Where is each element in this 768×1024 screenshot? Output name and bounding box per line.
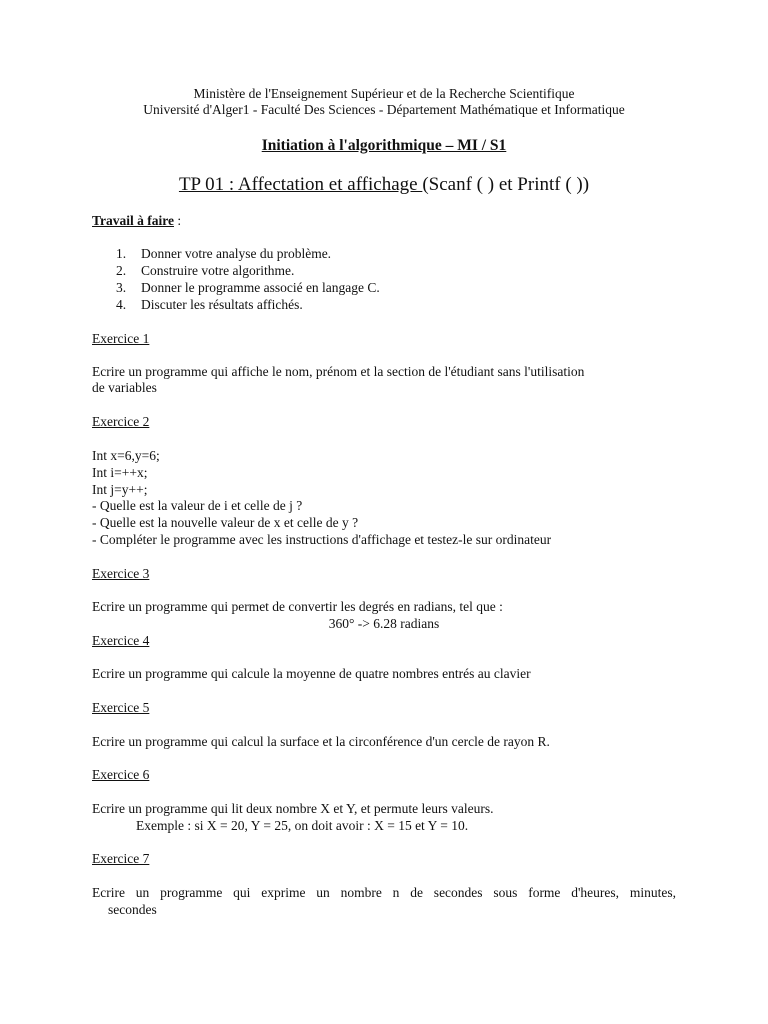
- list-item-number: 3.: [116, 280, 127, 295]
- exercise-2-question: - Compléter le programme avec les instructions d'affichage et testez-le sur ordinateur: [92, 532, 552, 547]
- work-heading-suffix: :: [173, 213, 182, 228]
- exercise-6-text: Ecrire un programme qui lit deux nombre X et Y, et permute leurs valeurs.: [92, 801, 494, 816]
- exercise-6-title: Exercice 6: [92, 767, 150, 782]
- exercise-3-title: Exercice 3: [92, 566, 150, 581]
- exercise-4-text: Ecrire un programme qui calcule la moyenne de quatre nombres entrés au clavier: [92, 666, 531, 681]
- university-name: Université d'Alger1 - Faculté Des Sciences - Département Mathématique et Informatique: [143, 102, 625, 117]
- list-item-text: Construire votre algorithme.: [141, 263, 295, 278]
- exercise-3-formula: 360° -> 6.28 radians: [328, 616, 440, 631]
- exercise-1-text: Ecrire un programme qui affiche le nom, prénom et la section de l'étudiant sans l'utilisation: [92, 364, 585, 379]
- list-item-number: 2.: [116, 263, 127, 278]
- exercise-7-text: Ecrire un programme qui exprime un nombre n de secondes sous forme d'heures, minutes,: [92, 885, 676, 900]
- exercise-3-text: Ecrire un programme qui permet de convertir les degrés en radians, tel que :: [92, 599, 503, 614]
- tp-title-sub: (Scanf ( ) et Printf ( )): [422, 174, 590, 195]
- exercise-2-code-line: Int i=++x;: [92, 465, 148, 480]
- exercise-1-text-cont: de variables: [92, 380, 157, 395]
- exercise-5-title: Exercice 5: [92, 700, 150, 715]
- list-item-text: Donner le programme associé en langage C.: [141, 280, 380, 295]
- work-heading-label: Travail à faire: [92, 213, 174, 228]
- list-item-number: 1.: [116, 246, 127, 261]
- tp-title-main: TP 01 : Affectation et affichage: [178, 174, 423, 195]
- exercise-2-title: Exercice 2: [92, 414, 150, 429]
- course-title: Initiation à l'algorithmique – MI / S1: [261, 137, 507, 154]
- exercise-7-title: Exercice 7: [92, 851, 150, 866]
- exercise-2-code-line: Int j=y++;: [92, 482, 148, 497]
- exercise-7-text-cont: secondes: [108, 902, 157, 917]
- list-item-number: 4.: [116, 297, 127, 312]
- work-heading: [92, 212, 181, 229]
- exercise-5-text: Ecrire un programme qui calcul la surface et la circonférence d'un cercle de rayon R.: [92, 734, 550, 749]
- exercise-2-question: - Quelle est la valeur de i et celle de j ?: [92, 498, 303, 513]
- exercise-1-title: Exercice 1: [92, 331, 150, 346]
- list-item-text: Donner votre analyse du problème.: [141, 246, 332, 261]
- ministry-name: Ministère de l'Enseignement Supérieur et de la Recherche Scientifique: [193, 86, 575, 101]
- exercise-2-code-line: Int x=6,y=6;: [92, 448, 160, 463]
- tp-title: [0, 174, 768, 196]
- exercise-4-title: Exercice 4: [92, 633, 150, 648]
- exercise-6-example: Exemple : si X = 20, Y = 25, on doit avoir : X = 15 et Y = 10.: [136, 818, 469, 833]
- exercise-2-question: - Quelle est la nouvelle valeur de x et celle de y ?: [92, 515, 359, 530]
- list-item-text: Discuter les résultats affichés.: [141, 297, 303, 312]
